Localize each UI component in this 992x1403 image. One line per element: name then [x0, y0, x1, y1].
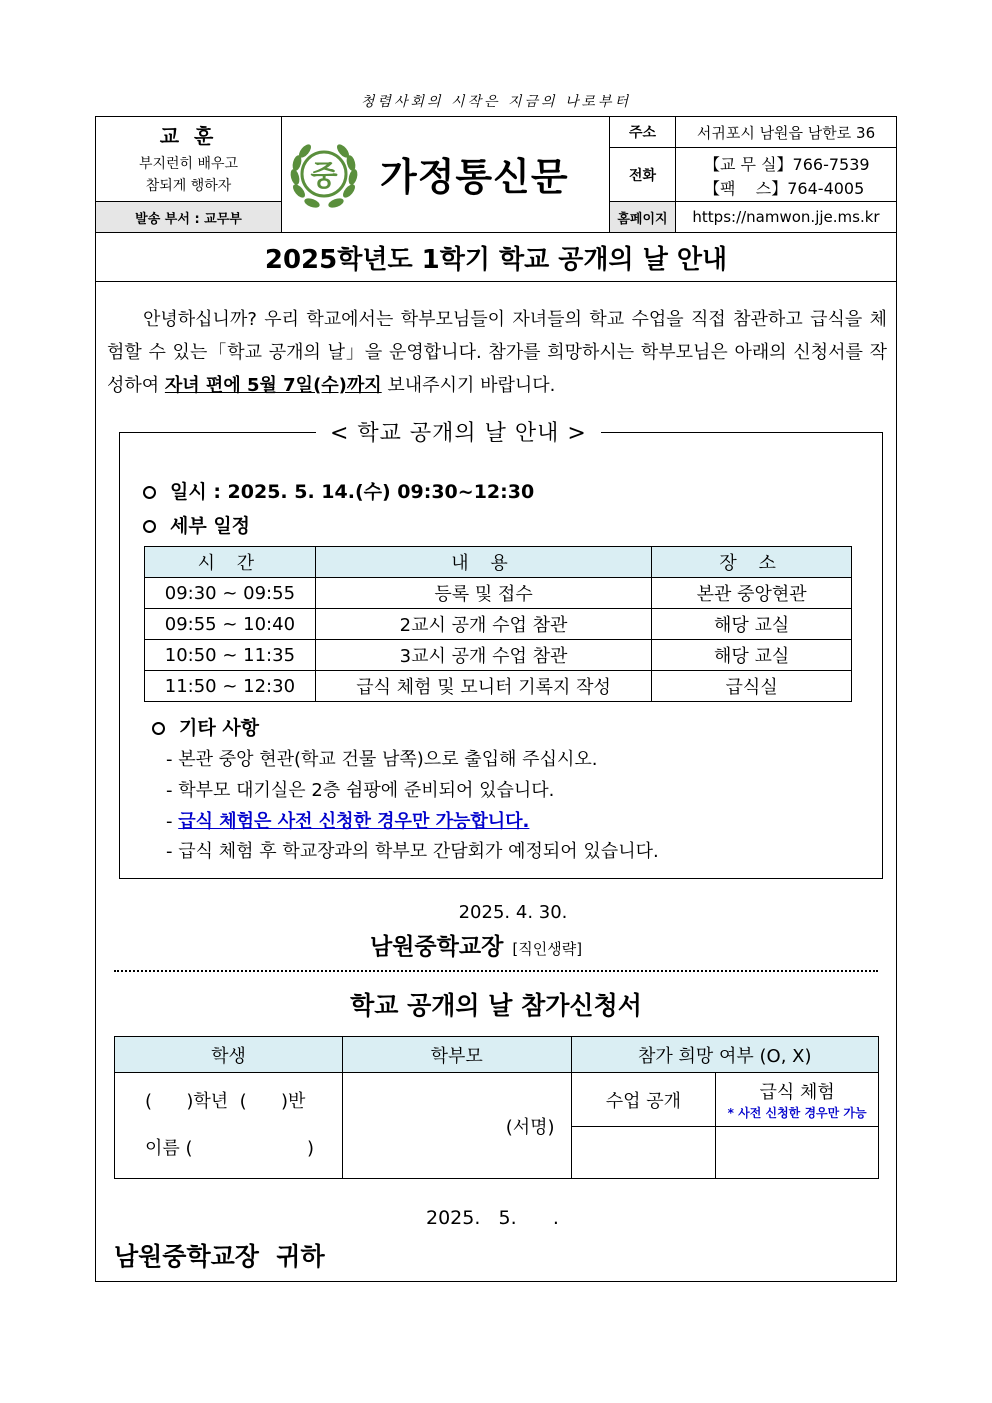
schedule-content: 급식 체험 및 모니터 기록지 작성	[315, 671, 651, 702]
form-date: 2025. 5. .	[426, 1207, 559, 1229]
meal-note: * 사전 신청한 경우만 가능	[727, 1106, 867, 1120]
phone-fax: 【팩 스】764-4005	[704, 179, 865, 198]
principal-signature	[370, 928, 582, 961]
schedule-place: 해당 교실	[652, 609, 852, 640]
schedule-time: 09:30 ~ 09:55	[145, 578, 316, 609]
note-highlight: 급식 체험은 사전 신청한 경우만 가능합니다.	[178, 811, 530, 832]
schedule-place: 본관 중앙현관	[652, 578, 852, 609]
schedule-header-content: 내 용	[315, 547, 651, 578]
schedule-content: 3교시 공개 수업 참관	[315, 640, 651, 671]
homepage-label: 홈페이지	[610, 202, 675, 232]
issue-date: 2025. 4. 30.	[458, 901, 568, 923]
intro-paragraph	[107, 303, 887, 402]
seal-note: [직인생략]	[512, 940, 583, 958]
schedule-place: 해당 교실	[652, 640, 852, 671]
table-row	[145, 578, 852, 609]
schedule-header-time: 시 간	[145, 547, 316, 578]
event-datetime	[143, 477, 534, 504]
bullet-circle-icon	[152, 722, 165, 735]
logo-character: 중	[310, 159, 338, 192]
schedule-content: 2교시 공개 수업 참관	[315, 609, 651, 640]
school-logo	[289, 139, 359, 211]
principal-title: 남원중학교장	[370, 934, 504, 960]
student-info-cell[interactable]	[115, 1073, 343, 1179]
intro-text: 안녕하십니까? 우리 학교에서는 학부모님들이 자녀들의 학교 수업을 직접 참관하고 급식을 체험할 수 있는「학교 공개의 날」을 운영합니다. 참가를 희망하시는 학부모님은 아래의 신청서를 작성하여	[107, 309, 887, 396]
schedule-label	[143, 511, 250, 538]
col-attend: 참가 희망 여부 (O, X)	[571, 1037, 878, 1073]
grade-class-field[interactable]: ( )학년 ( )반	[145, 1091, 306, 1112]
schedule-table	[144, 546, 852, 702]
note-item	[166, 807, 866, 833]
school-motto-line2: 참되게 행하자	[145, 178, 232, 194]
header-divider	[281, 116, 282, 232]
newsletter-title: 가정통신문	[380, 155, 569, 199]
class-open-label: 수업 공개	[571, 1073, 716, 1127]
title-divider	[95, 281, 897, 282]
event-datetime-text: 일시 : 2025. 5. 14.(수) 09:30~12:30	[170, 481, 535, 503]
etc-label	[152, 713, 259, 740]
motto-banner: 청렴사회의 시작은 지금의 나로부터	[360, 94, 632, 110]
schedule-time: 09:55 ~ 10:40	[145, 609, 316, 640]
address-value: 서귀포시 남원읍 남한로 36	[696, 123, 876, 142]
form-addressee: 남원중학교장 귀하	[114, 1242, 325, 1271]
table-row	[145, 671, 852, 702]
schedule-time: 11:50 ~ 12:30	[145, 671, 316, 702]
note-dash: -	[166, 811, 179, 832]
table-row	[145, 609, 852, 640]
note-item: - 급식 체험 후 학교장과의 학부모 간담회가 예정되어 있습니다.	[166, 841, 659, 862]
table-row	[145, 640, 852, 671]
parent-signature-field[interactable]: (서명)	[342, 1073, 571, 1179]
form-title: 학교 공개의 날 참가신청서	[350, 991, 642, 1020]
phone-label: 전화	[628, 167, 657, 184]
guide-box-title: < 학교 공개의 날 안내 >	[316, 416, 601, 447]
sending-dept: 발송 부서 : 교무부	[96, 202, 281, 232]
bullet-circle-icon	[143, 520, 156, 533]
school-motto-label: 교 훈	[159, 123, 218, 148]
phone-office: 【교 무 실】766-7539	[704, 155, 870, 174]
student-name-field[interactable]: 이름 ( )	[145, 1138, 314, 1159]
meal-label-cell	[716, 1073, 879, 1127]
schedule-content: 등록 및 접수	[315, 578, 651, 609]
address-label: 주소	[628, 125, 657, 141]
schedule-label-text: 세부 일정	[170, 515, 251, 537]
intro-text-end: 보내주시기 바랍니다.	[381, 375, 556, 396]
note-item: - 학부모 대기실은 2층 쉼팡에 준비되어 있습니다.	[166, 780, 555, 801]
homepage-link[interactable]: https://namwon.jje.ms.kr	[692, 208, 880, 226]
col-parent: 학부모	[342, 1037, 571, 1073]
bullet-circle-icon	[143, 486, 156, 499]
class-open-answer[interactable]	[571, 1127, 716, 1179]
meal-label: 급식 체험	[759, 1082, 835, 1103]
application-row	[115, 1073, 879, 1127]
cut-line	[114, 970, 878, 972]
intro-deadline: 자녀 편에 5월 7일(수)까지	[164, 375, 382, 396]
schedule-header-row	[145, 547, 852, 578]
col-student: 학생	[115, 1037, 343, 1073]
page-title: 2025학년도 1학기 학교 공개의 날 안내	[264, 244, 728, 275]
schedule-header-place: 장 소	[652, 547, 852, 578]
etc-label-text: 기타 사항	[179, 717, 260, 739]
school-motto-line1: 부지런히 배우고	[138, 156, 239, 172]
meal-answer[interactable]	[716, 1127, 879, 1179]
application-header-row	[115, 1037, 879, 1073]
note-item: - 본관 중앙 현관(학교 건물 남쪽)으로 출입해 주십시오.	[166, 749, 598, 770]
schedule-time: 10:50 ~ 11:35	[145, 640, 316, 671]
schedule-place: 급식실	[652, 671, 852, 702]
application-table	[114, 1036, 879, 1179]
